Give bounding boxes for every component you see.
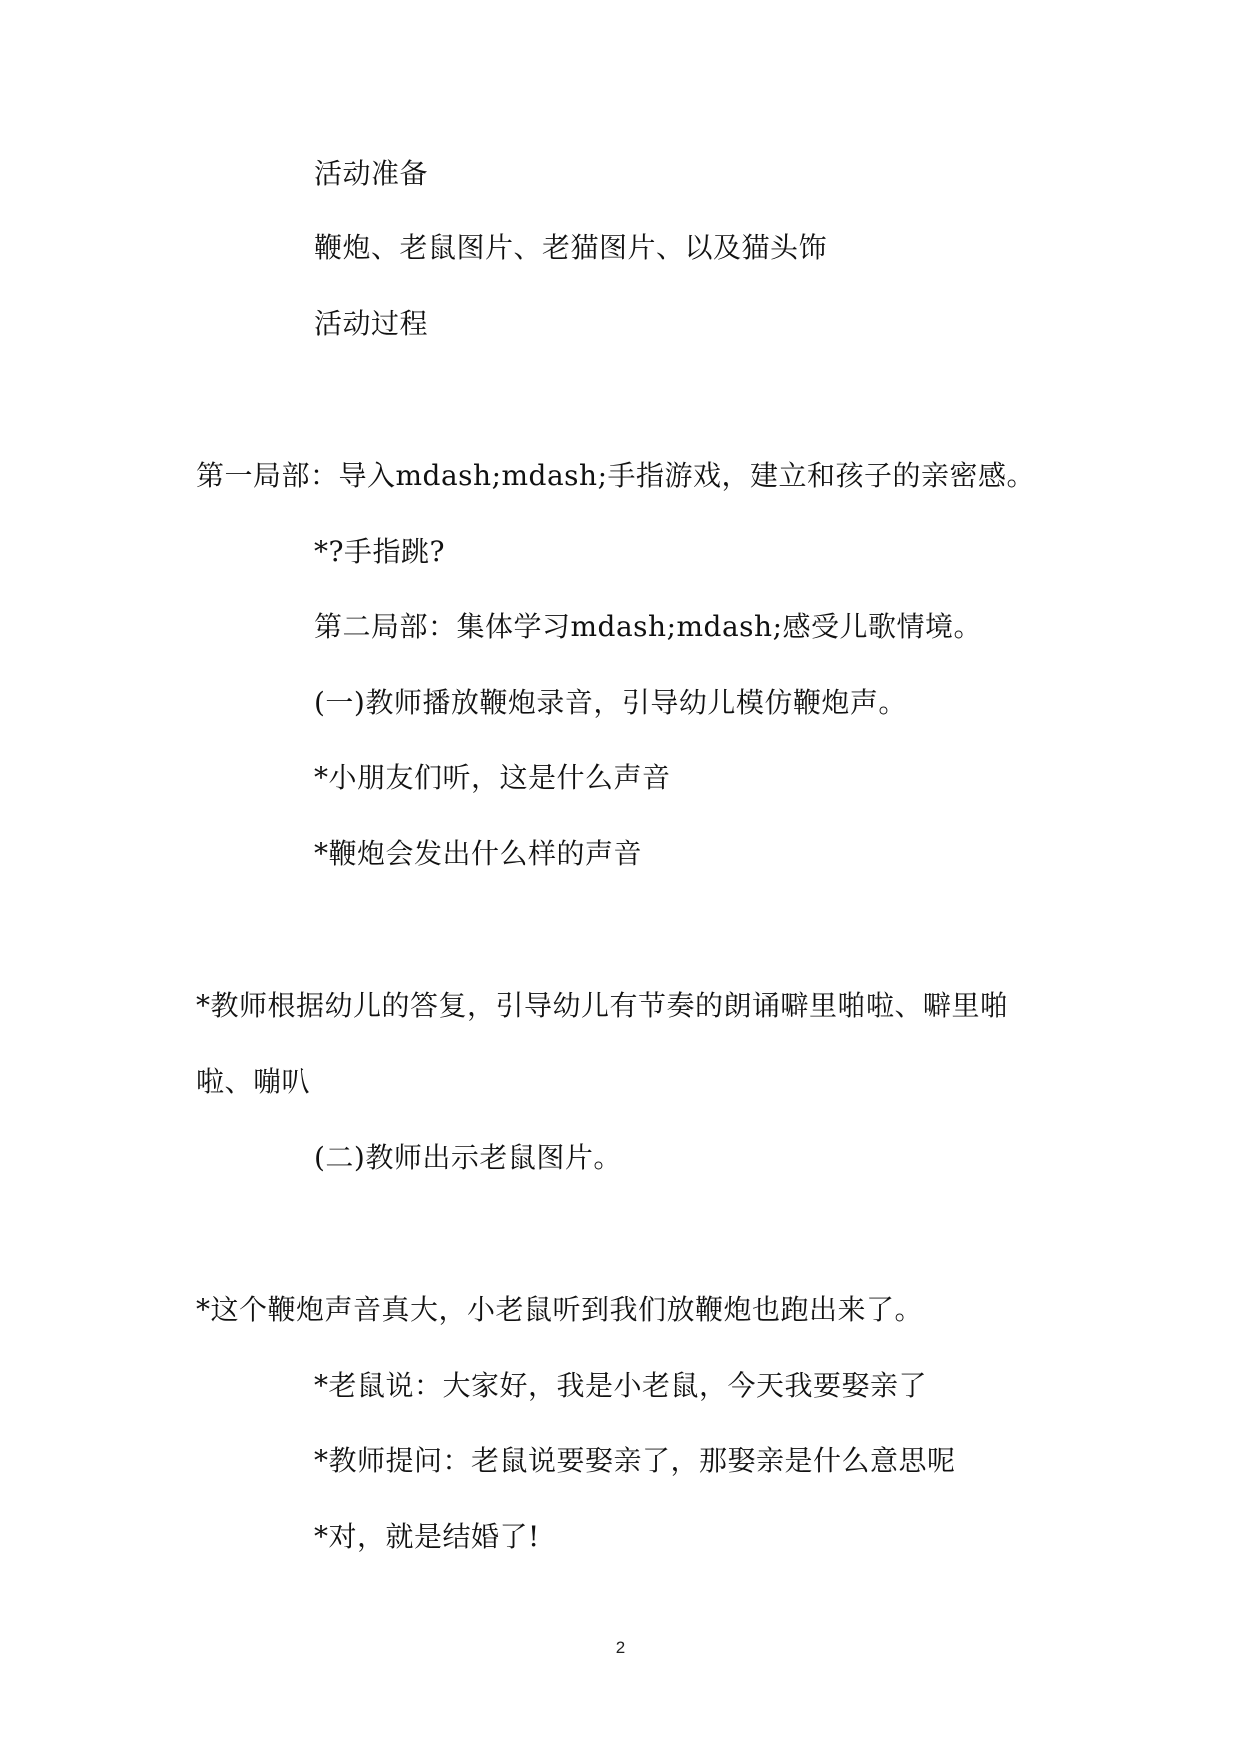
paragraph-activity-preparation-heading: 活动准备 [314, 157, 429, 190]
paragraph-step-two: (二)教师出示老鼠图片。 [314, 1141, 622, 1174]
paragraph-finger-jump: *?手指跳? [314, 535, 446, 568]
paragraph-question-firecracker: *鞭炮会发出什么样的声音 [314, 837, 643, 870]
paragraph-teacher-asks: *教师提问：老鼠说要娶亲了，那娶亲是什么意思呢 [314, 1444, 956, 1477]
paragraph-mouse-appears: *这个鞭炮声音真大，小老鼠听到我们放鞭炮也跑出来了。 [196, 1293, 924, 1326]
paragraph-teacher-guide-line1: *教师根据幼儿的答复，引导幼儿有节奏的朗诵噼里啪啦、噼里啪 [196, 989, 1009, 1022]
paragraph-materials-list: 鞭炮、老鼠图片、老猫图片、以及猫头饰 [314, 231, 828, 264]
paragraph-answer-married: *对，就是结婚了! [314, 1520, 540, 1553]
paragraph-activity-process-heading: 活动过程 [314, 307, 429, 340]
paragraph-part-two: 第二局部：集体学习mdash;mdash;感受儿歌情境。 [314, 610, 983, 643]
paragraph-question-sound: *小朋友们听，这是什么声音 [314, 761, 671, 794]
paragraph-step-one: (一)教师播放鞭炮录音，引导幼儿模仿鞭炮声。 [314, 686, 907, 719]
page-number: 2 [615, 1638, 626, 1657]
paragraph-teacher-guide-line2: 啦、嘣叭 [196, 1065, 311, 1098]
paragraph-part-one: 第一局部：导入mdash;mdash;手指游戏，建立和孩子的亲密感。 [196, 459, 1036, 492]
paragraph-mouse-says: *老鼠说：大家好，我是小老鼠，今天我要娶亲了 [314, 1369, 928, 1402]
